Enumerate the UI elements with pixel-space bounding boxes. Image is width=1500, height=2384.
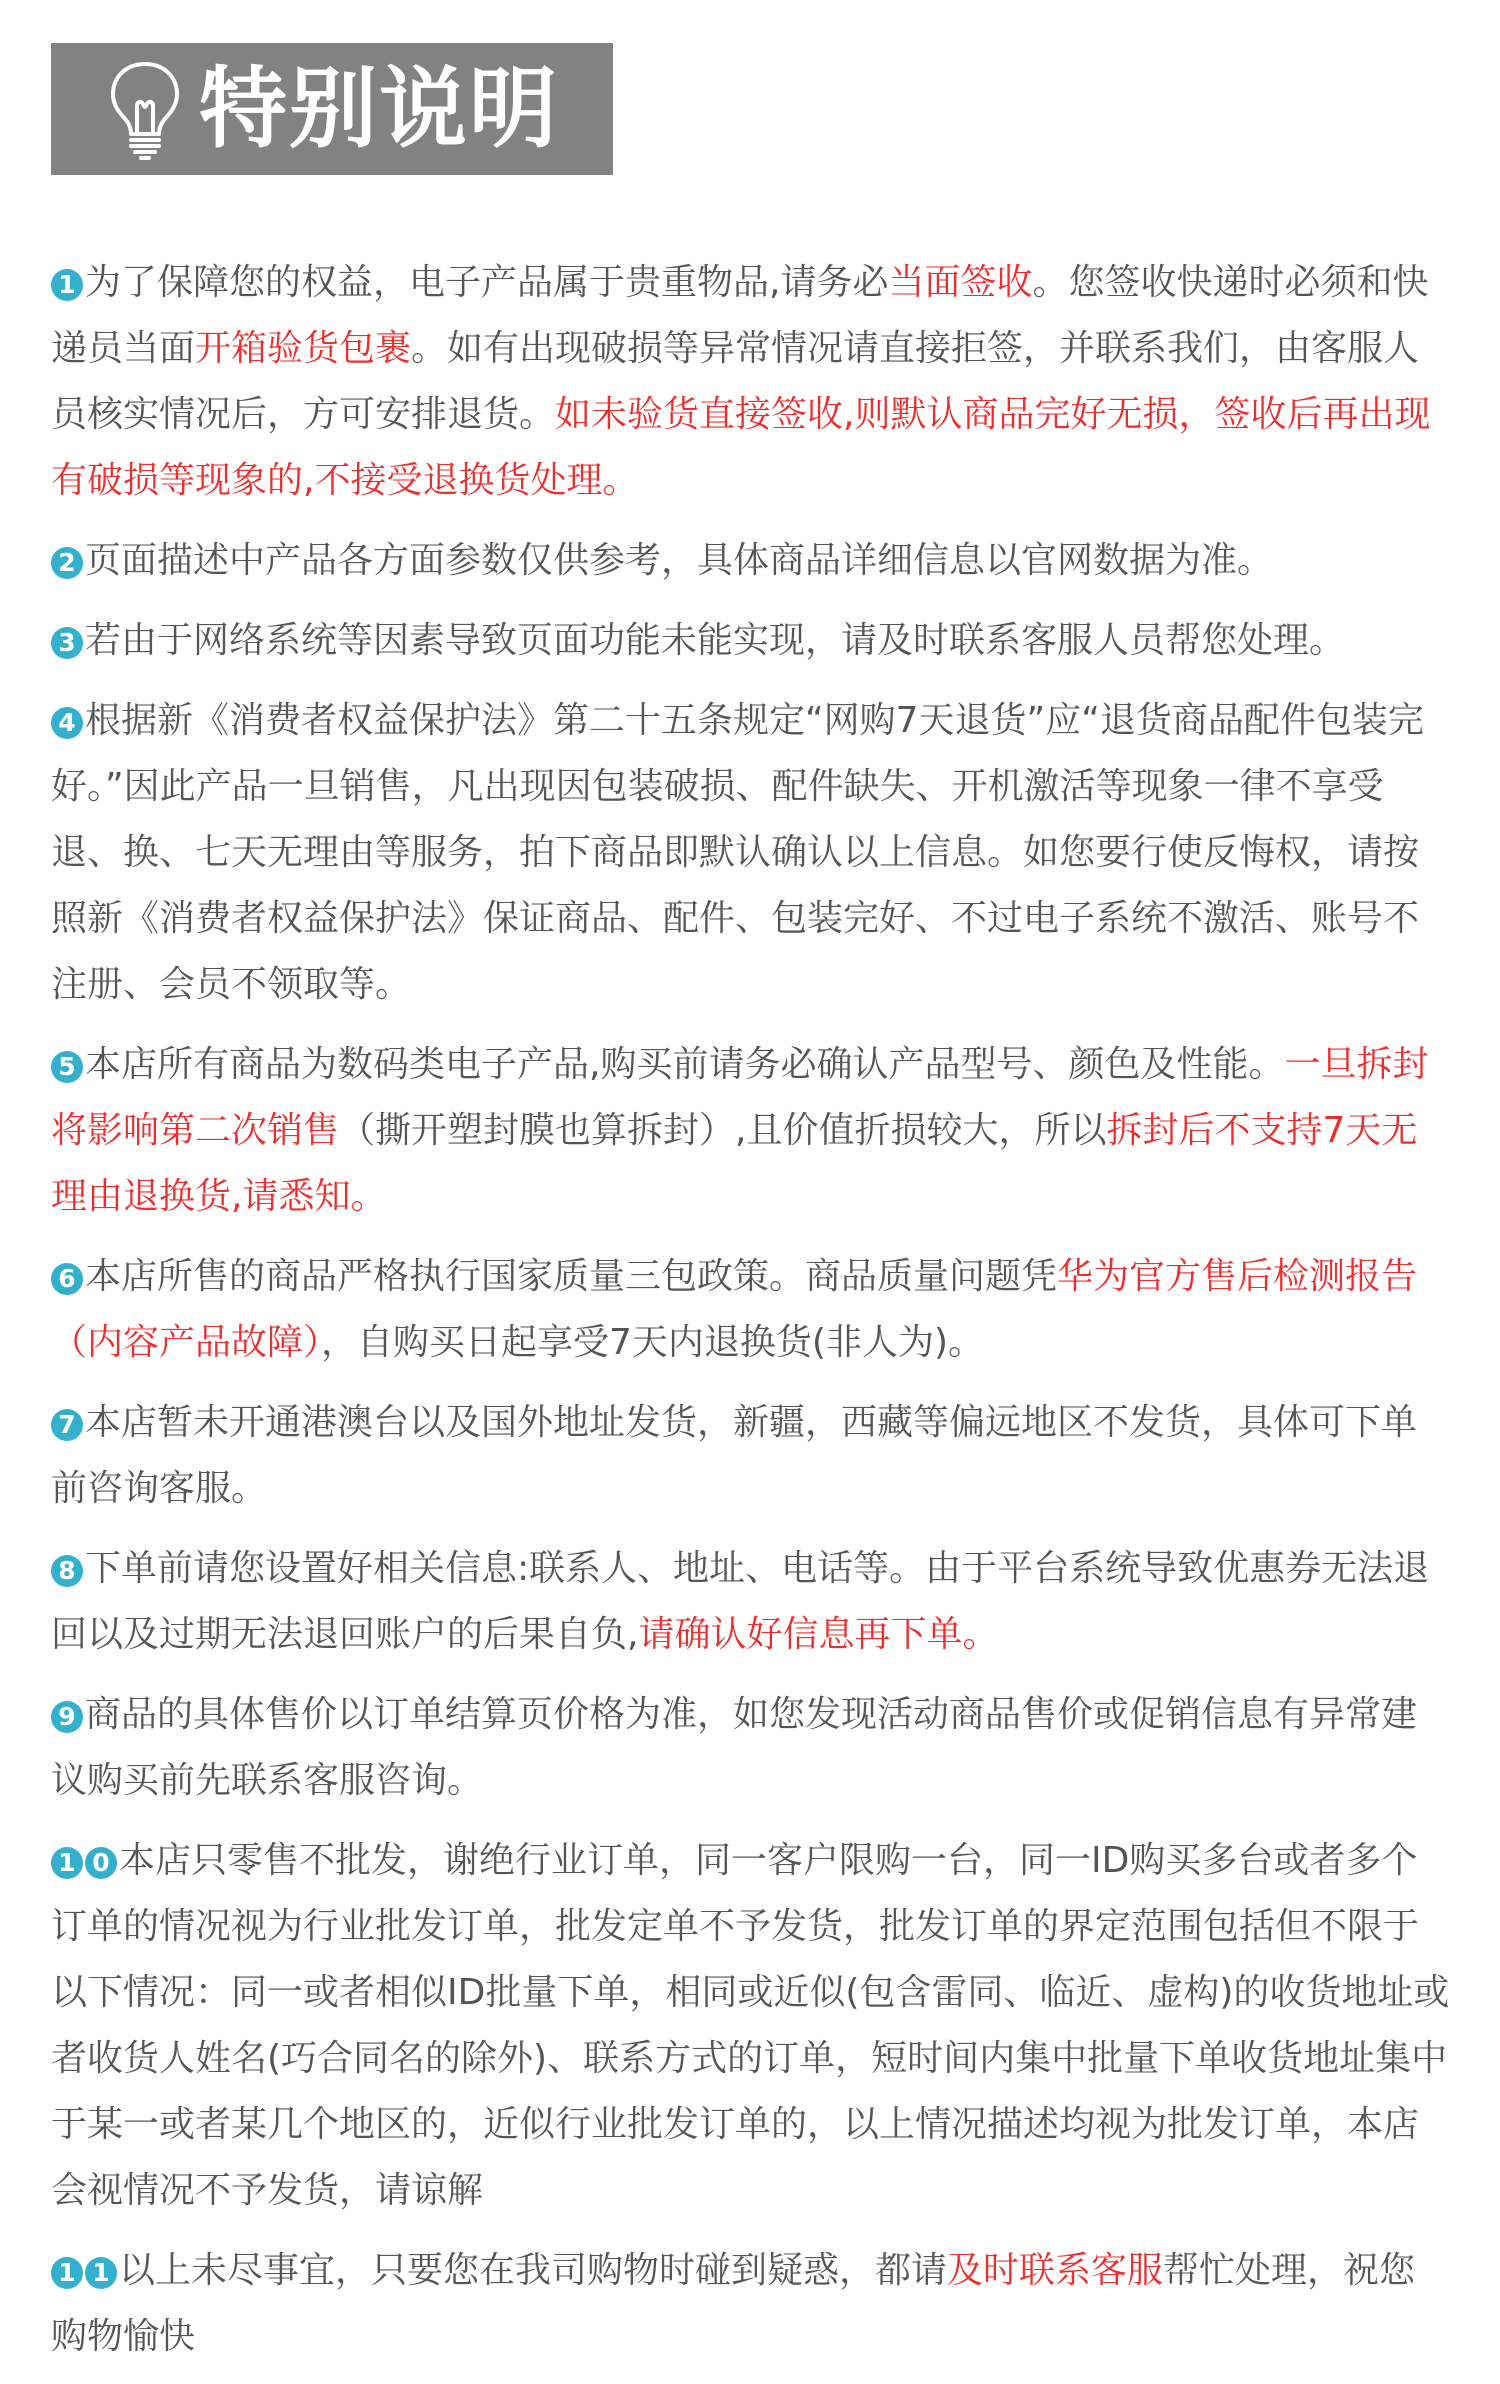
- note-item: [51, 1032, 1451, 1230]
- highlight-text: 拆封后不支持7天无理由退换货,请悉知。: [51, 1110, 1418, 1217]
- number-badge: 0: [85, 1847, 117, 1879]
- note-text: 帮忙处理，祝您购物愉快: [51, 2250, 1416, 2357]
- number-badge: 5: [51, 1051, 83, 1083]
- note-text: 商品的具体售价以订单结算页价格为准，如您发现活动商品售价或促销信息有异常建议购买前先联系客服咨询。: [51, 1694, 1418, 1801]
- highlight-text: 如未验货直接签收,则默认商品完好无损，签收后再出现有破损等现象的,不接受退换货处理。: [51, 394, 1431, 501]
- note-item: [51, 1244, 1451, 1376]
- note-text: 。如有出现破损等异常情况请直接拒签，并联系我们，由客服人员核实情况后，方可安排退货。: [51, 328, 1420, 435]
- note-text: 下单前请您设置好相关信息:联系人、地址、电话等。由于平台系统导致优惠券无法退回以及过期无法退回账户的后果自负,: [51, 1548, 1430, 1655]
- note-item: [51, 1828, 1451, 2224]
- number-badge: 6: [51, 1263, 83, 1295]
- number-badge: 1: [85, 2257, 117, 2289]
- note-text: ，自购买日起享受7天内退换货(非人为)。: [321, 1322, 985, 1363]
- header-banner: [51, 43, 613, 175]
- notes-list: [51, 250, 1451, 2384]
- note-text: 。您签收快递时必须和快递员当面: [51, 262, 1429, 369]
- note-text: 本店所有商品为数码类电子产品,购买前请务必确认产品型号、颜色及性能。: [85, 1044, 1285, 1085]
- note-text: 页面描述中产品各方面参数仅供参考，具体商品详细信息以官网数据为准。: [85, 540, 1274, 581]
- note-item: [51, 1536, 1451, 1668]
- highlight-text: 当面签收: [888, 262, 1033, 303]
- note-text: 本店暂未开通港澳台以及国外地址发货，新疆，西藏等偏远地区不发货，具体可下单前咨询客服。: [51, 1402, 1418, 1509]
- highlight-text: 请确认好信息再下单。: [638, 1614, 999, 1655]
- note-text: 根据新《消费者权益保护法》第二十五条规定“网购7天退货”应“退货商品配件包装完好。”因此产品一旦销售，凡出现因包装破损、配件缺失、开机激活等现象一律不享受退、换、七天无理由等服务，拍下商品即默认确认以上信息。如您要行使反悔权，请按照新《消费者权益保护法》保证商品、配件、包装完好、不过电子系统不激活、账号不注册、会员不领取等。: [51, 700, 1424, 1005]
- note-item: [51, 608, 1451, 674]
- page-title: 特别说明: [199, 57, 560, 160]
- number-badge: 8: [51, 1555, 83, 1587]
- number-badge: 9: [51, 1701, 83, 1733]
- number-badge: 4: [51, 707, 83, 739]
- number-badge: 2: [51, 547, 83, 579]
- highlight-text: 一旦拆封将影响第二次销售: [51, 1044, 1429, 1151]
- note-text: 本店只零售不批发，谢绝行业订单，同一客户限购一台，同一ID购买多台或者多个订单的情况视为行业批发订单，批发定单不予发货，批发订单的界定范围包括但不限于以下情况：同一或者相似ID批量下单，相同或近似(包含雷同、临近、虚构)的收货地址或者收货人姓名(巧合同名的除外)、联系方式的订单，短时间内集中批量下单收货地址集中于某一或者某几个地区的，近似行业批发订单的，以上情况描述均视为批发订单，本店会视情况不予发货，请谅解: [51, 1840, 1450, 2211]
- number-badge: 1: [51, 269, 83, 301]
- number-badge: 1: [51, 1847, 83, 1879]
- note-text: （撕开塑封膜也算拆封）,且价值折损较大，所以: [339, 1110, 1107, 1151]
- number-badge: 1: [51, 2257, 83, 2289]
- highlight-text: 华为官方售后检测报告（内容产品故障）: [51, 1256, 1418, 1363]
- note-item: [51, 688, 1451, 1018]
- note-item: [51, 1390, 1451, 1522]
- note-item: [51, 528, 1451, 594]
- note-text: 本店所售的商品严格执行国家质量三包政策。商品质量问题凭: [85, 1256, 1058, 1297]
- lightbulb-icon: [105, 58, 185, 162]
- note-item: [51, 1682, 1451, 1814]
- highlight-text: 开箱验货包裹: [195, 328, 412, 369]
- note-text: 以上未尽事宜，只要您在我司购物时碰到疑惑，都请: [119, 2250, 948, 2291]
- note-item: [51, 250, 1451, 514]
- number-badge: 7: [51, 1409, 83, 1441]
- note-item: [51, 2238, 1451, 2370]
- number-badge: 3: [51, 627, 83, 659]
- note-text: 为了保障您的权益，电子产品属于贵重物品,请务必: [85, 262, 889, 303]
- note-text: 若由于网络系统等因素导致页面功能未能实现，请及时联系客服人员帮您处理。: [85, 620, 1346, 661]
- highlight-text: 及时联系客服: [947, 2250, 1164, 2291]
